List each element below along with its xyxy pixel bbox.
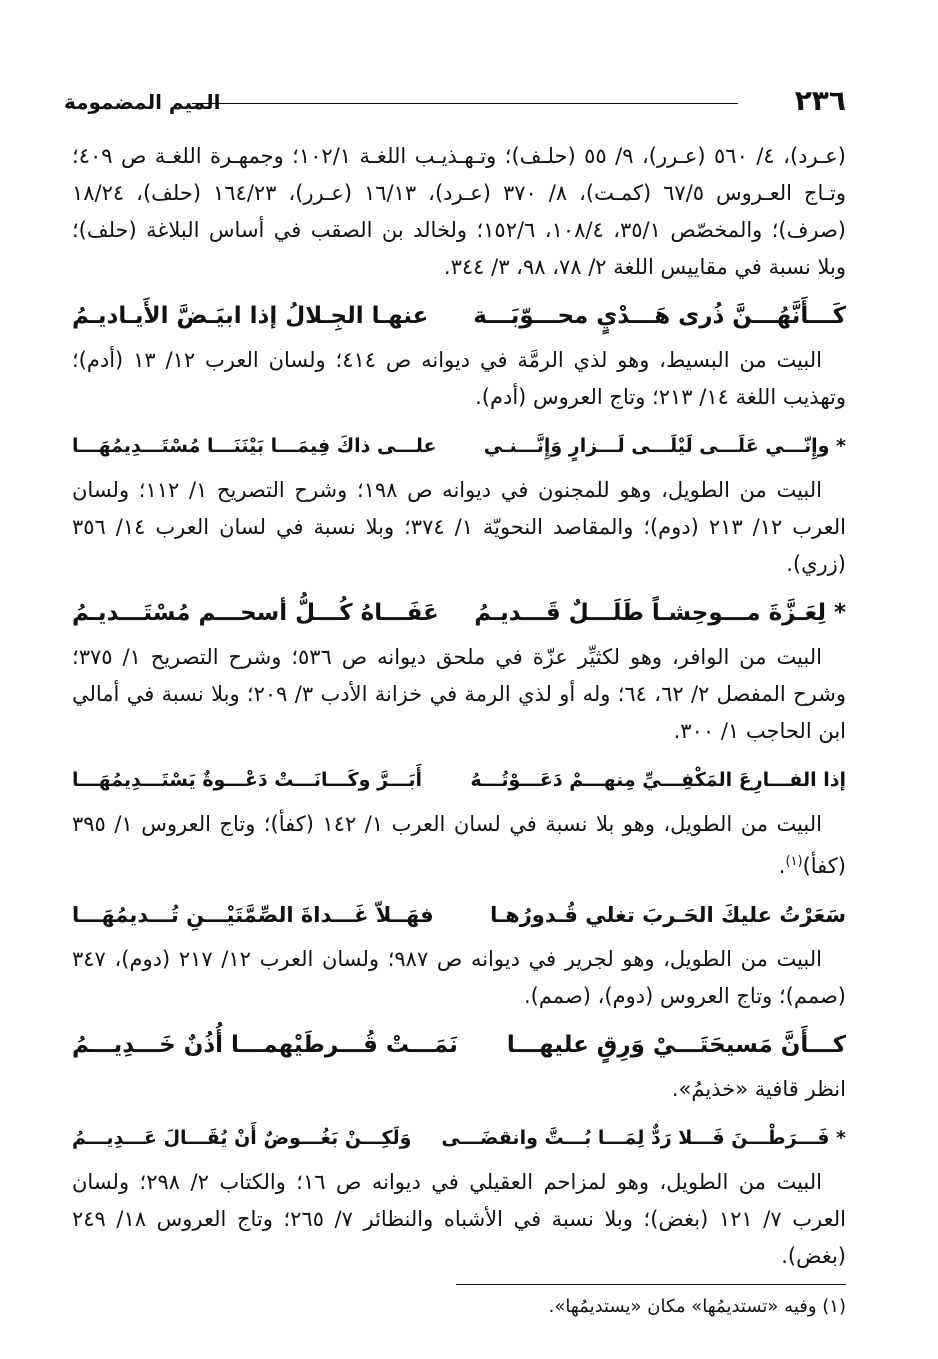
page-number: ٢٣٦	[794, 84, 846, 117]
verse-second-hemistich: نَمَـــتْ قُـــرطَيْهمـــا أُذُنٌ خَـــدِيـــمُ	[72, 1032, 458, 1058]
verse-second-hemistich: عَفَـــاهُ كُـــلُّ أسحـــم مُسْتَـــديـمُ	[72, 600, 439, 626]
verse-first-hemistich: سَعَرْتُ عليكَ الحَـربَ تغلي قُـدورُهـا	[490, 903, 846, 927]
header-rule	[192, 103, 738, 104]
citation-note: البيت من الطويل، وهو للمجنون في ديوانه ص ١٩٨؛ وشرح التصريح ١/ ١١٢؛ ولسان العرب ١٢/ ٢١٣ (دوم)؛ والمقاصد النحويّة ١/ ٣٧٤؛ وبلا نسبة في لسان العرب ١٤/ ٣٥٦ (زري).	[72, 478, 846, 576]
citation-note: البيت من البسيط، وهو لذي الرمَّة في ديوانه ص ٤١٤؛ ولسان العرب ١٢/ ١٣ (أدم)؛ وتهذيب اللغة ١٤/ ٢١٣؛ وتاج العروس (أدم).	[72, 348, 846, 409]
verse-line	[72, 760, 846, 800]
footnote: (١) وفيه «تستديمُها» مكان «يستديمُها».	[548, 1296, 846, 1317]
verse-first-hemistich: * وإِنّـــي عَلَـــى لَيْلَـــى لَـــزارٍ وَإِنَّـــنـي	[483, 435, 846, 457]
citation-text: البيت من الطويل، وهو بلا نسبة في لسان العرب ١/ ١٤٢ (كفأ)؛ وتاج العروس ١/ ٣٩٥ (كفأ)	[72, 812, 846, 878]
citation-note: البيت من الطويل، وهو لمزاحم العقيلي في ديوانه ص ١٦؛ والكتاب ٢/ ٢٩٨؛ ولسان العرب ٧/ ١٢١ (بغض)؛ وبلا نسبة في الأشباه والنظائر ٧/ ٢٦٥؛ وتاج العروس ١٨/ ٢٤٩ (بغض).	[72, 1170, 846, 1268]
footnote-marker[interactable]: (١)	[785, 854, 803, 869]
verse-first-hemistich: * فَـــرَطْـــنَ فَـــلا رَدٌّ لِمَـــا بُـــتَّ وانقضَـــى	[441, 1127, 846, 1149]
verse-line	[72, 1025, 846, 1065]
verse-line	[72, 1118, 846, 1158]
citation-note: (عـرد)، ٤/ ٥٦٠ (عـرر)، ٩/ ٥٥ (حلـف)؛ وتـهـذيـب اللغـة ١٠٢/١؛ وجمهـرة اللغـة ص ٤٠٩؛ وتـاج العـروس ٦٧/٥ (كمـت)، ٨/ ٣٧٠ (عـرد)، ١٦/١٣ (عـرر)، ١٦٤/٢٣ (حلف)، ١٨/٢٤ (صرف)؛ والمخصّص ٣٥/١، ١٠٨/٤، ١٥٢/٦؛ ولخالد بن الصقب في أساس البلاغة (حلف)؛ وبلا نسبة في مقاييس اللغة ٢/ ٧٨، ٩٨، ٣/ ٣٤٤.	[72, 144, 846, 279]
verse-line	[72, 895, 846, 935]
verse-second-hemistich: علـــى ذاكَ فِيمَـــا بَيْنَنَـــا مُسْتَـــدِيمُهَـــا	[72, 435, 437, 457]
verse-first-hemistich: كَـــأَنَّهُـــنَّ ذُرى هَـــدْيٍ محـــوّبَـــة	[473, 303, 846, 329]
verse-second-hemistich: وَلَكِـــنْ بَغُـــوضٌ أَنْ يُقَـــالَ عَـــدِيـــمُ	[72, 1127, 412, 1149]
verse-first-hemistich: كـــأَنَّ مَسيحَتَـــيْ وَرِقٍ عليهـــا	[506, 1032, 846, 1058]
verse-line	[72, 426, 846, 466]
citation-note: البيت من الطويل، وهو بلا نسبة في لسان العرب ١/ ١٤٢ (كفأ)؛ وتاج العروس ١/ ٣٩٥ (كفأ)$^{(١)}$.	[72, 812, 846, 878]
chapter-title: الميم المضمومة	[64, 90, 221, 114]
verse-line	[72, 593, 846, 633]
verse-first-hemistich: إذا الفـــارِعَ المَكْفِـــيِّ مِنهـــمْ دَعَـــوْتُـــهُ	[470, 769, 846, 791]
verse-first-hemistich: * لِعَـزَّةَ مـــوحِشـاً طَلَـــلٌ قَـــديـمُ	[474, 600, 846, 626]
verse-second-hemistich: عنهـا الجِـلالُ إذا ابيَـضَّ الأَيـاديـمُ	[72, 303, 429, 329]
running-head	[64, 84, 846, 124]
cross-reference-note: انظر قافية «خذيمُ».	[671, 1077, 846, 1101]
verse-second-hemistich: أَبَـــرَّ وكَـــانَـــتْ دَعْـــوةٌ يَسْتَـــدِيمُهَـــا	[72, 769, 423, 791]
footnote-rule	[456, 1284, 846, 1285]
verse-second-hemistich: فهَــلاّ غَـــداةَ الصِّمَّتَيْـــنِ تُـــديمُهَـــا	[72, 903, 434, 927]
page-body	[72, 138, 846, 1275]
citation-note: البيت من الطويل، وهو لجرير في ديوانه ص ٩٨٧؛ ولسان العرب ١٢/ ٢١٧ (دوم)، ٣٤٧ (صمم)؛ وتاج العروس (دوم)، (صمم).	[72, 947, 846, 1008]
verse-line	[72, 296, 846, 336]
citation-note: البيت من الوافر، وهو لكثيِّر عزّة في ملحق ديوانه ص ٥٣٦؛ وشرح التصريح ١/ ٣٧٥؛ وشرح المفصل ٢/ ٦٢، ٦٤؛ وله أو لذي الرمة في خزانة الأدب ٣/ ٢٠٩؛ وبلا نسبة في أمالي ابن الحاجب ١/ ٣٠٠.	[72, 645, 846, 743]
